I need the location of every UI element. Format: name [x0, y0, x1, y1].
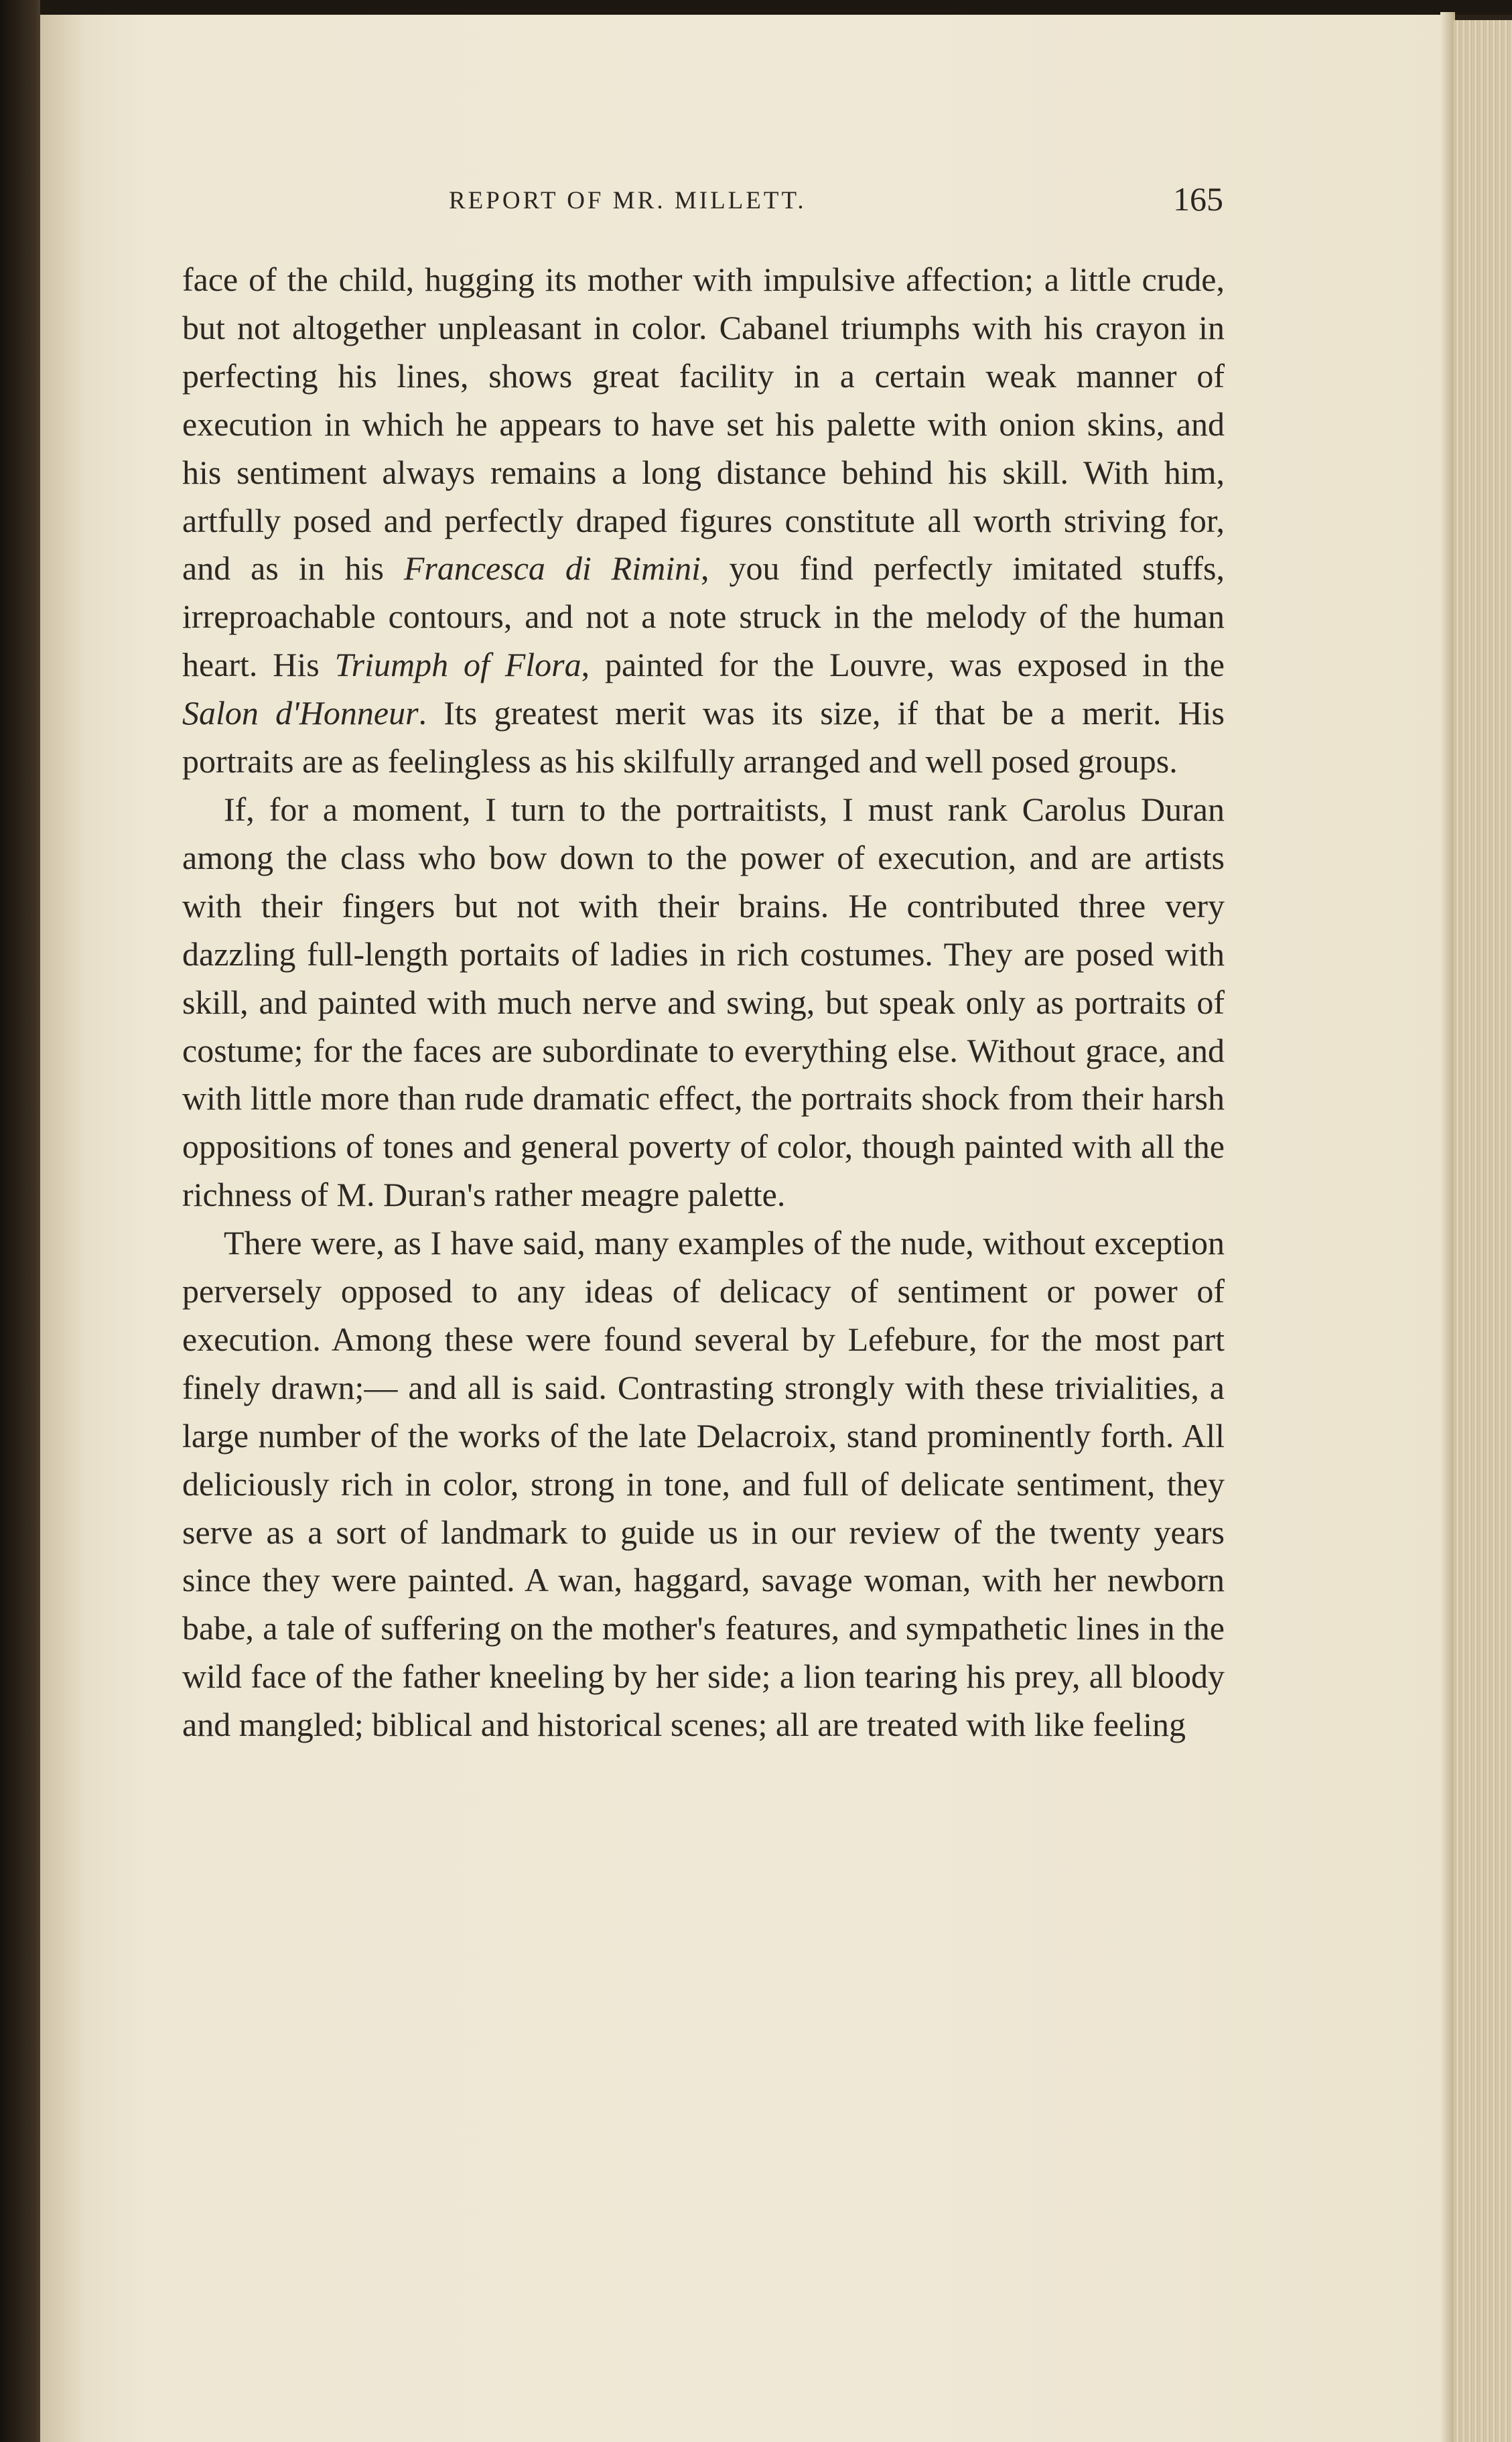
paragraph-1-text-4: . Its greatest merit was its size, if that be a merit. His portraits are as feelingless as his skilfully arranged and well posed groups.	[182, 694, 1225, 781]
paragraph-3: There were, as I have said, many examples of the nude, without exception perversely opposed to any ideas of delicacy of sentiment or power of execution. Among these were found several by Lefebure, for the most part finely drawn;— and all is said. Contrasting strongly with these trivialities, a large number of the works of the late Delacroix, stand prominently forth. All deliciously rich in color, strong in tone, and full of delicate sentiment, they serve as a sort of landmark to guide us in our review of the twenty years since they were painted. A wan, haggard, savage woman, with her newborn babe, a tale of suffering on the mother's features, and sympathetic lines in the wild face of the father kneeling by her side; a lion tearing his prey, all bloody and mangled; biblical and historical scenes; all are treated with like feeling	[182, 1224, 1225, 1744]
paragraph-1-text-1: face of the child, hugging its mother with impulsive affection; a little crude, but not altogether unpleasant in color. Cabanel triumphs with his crayon in perfecting his lines, shows great facility in a certain weak manner of execution in which he appears to have set his palette with onion skins, and his sentiment always remains a long distance behind his skill. With him, artfully posed and perfectly draped figures constitute all worth striving for, and as in his	[182, 261, 1225, 588]
page-number: 165	[1173, 180, 1223, 218]
body-text	[182, 256, 1225, 1749]
title-salon-d-honneur: Salon d'Honneur	[182, 694, 419, 732]
paragraph-1-text-3: , painted for the Louvre, was exposed in the	[581, 646, 1225, 684]
top-shadow	[40, 0, 1512, 15]
paragraph-2: If, for a moment, I turn to the portraitists, I must rank Carolus Duran among the class who bow down to the power of execution, and are artists with their fingers but not with their brains. He contributed three very dazzling full-length portaits of ladies in rich costumes. They are posed with skill, and painted with much nerve and swing, but speak only as portraits of costume; for the faces are subordinate to everything else. Without grace, and with little more than rude dramatic effect, the portraits shock from their harsh oppositions of tones and general poverty of color, though painted with all the richness of M. Duran's rather meagre palette.	[182, 790, 1225, 1214]
page-header	[181, 180, 1223, 226]
running-head: REPORT OF MR. MILLETT.	[449, 187, 807, 214]
page-stack-edges	[1454, 20, 1512, 2442]
title-francesca-di-rimini: Francesca di Rimini	[403, 549, 701, 588]
page-edge	[1440, 12, 1455, 2442]
title-triumph-of-flora: Triumph of Flora	[334, 646, 581, 684]
paragraph-1	[182, 256, 1225, 786]
paragraph-1-text-2: , you find perfectly imitated stuffs, irreproachable contours, and not a note struck in the melody of the human heart. His	[182, 549, 1225, 684]
